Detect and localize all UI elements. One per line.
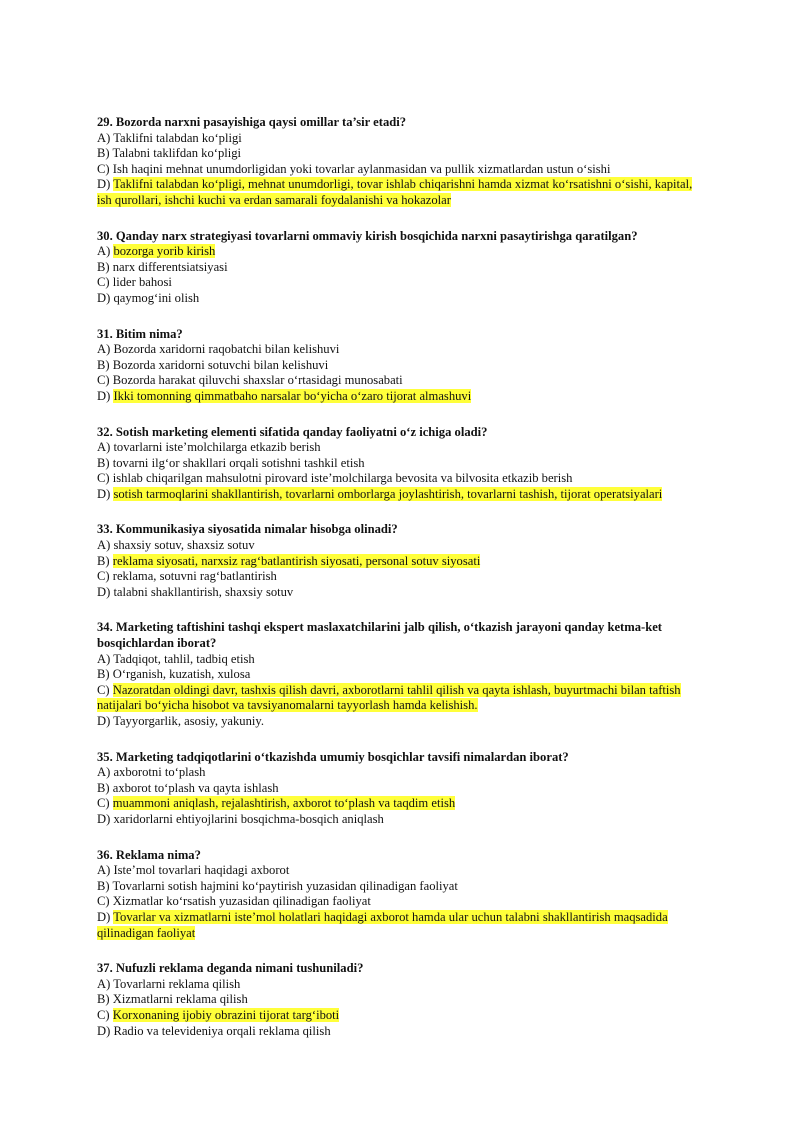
- answer-option: [97, 162, 710, 178]
- option-text: talabni shakllantirish, shaxsiy sotuv: [113, 584, 294, 599]
- option-letter: C): [97, 373, 113, 388]
- question-block: [97, 327, 710, 405]
- option-letter: C): [97, 796, 113, 811]
- option-letter: A): [97, 651, 114, 666]
- option-letter: B): [97, 780, 113, 795]
- option-letter: D): [97, 388, 114, 403]
- answer-option: [97, 471, 710, 487]
- answer-option: [97, 894, 710, 910]
- option-text: Xizmatlarni reklama qilish: [112, 992, 248, 1007]
- answer-option: [97, 244, 710, 260]
- answer-option: [97, 342, 710, 358]
- question-title: 30. Qanday narx strategiyasi tovarlarni ommaviy kirish bosqichida narxni pasaytirishga qaratilgan?: [97, 228, 638, 243]
- option-letter: A): [97, 342, 114, 357]
- option-letter: B): [97, 553, 113, 568]
- option-text: reklama, sotuvni rag‘batlantirish: [112, 569, 277, 584]
- answer-option: [97, 992, 710, 1008]
- option-letter: C): [97, 894, 113, 909]
- option-text: axborotni to‘plash: [113, 765, 206, 780]
- option-text: axborot to‘plash va qayta ishlash: [112, 780, 279, 795]
- question-title: 33. Kommunikasiya siyosatida nimalar hisobga olinadi?: [97, 522, 398, 537]
- answer-option: [97, 977, 710, 993]
- question-title: 32. Sotish marketing elementi sifatida qanday faoliyatni o‘z ichiga oladi?: [97, 424, 488, 439]
- option-letter: C): [97, 682, 113, 697]
- answer-option: [97, 358, 710, 374]
- highlighted-answer-text: muammoni aniqlash, rejalashtirish, axborot to‘plash va taqdim etish: [112, 796, 456, 811]
- answer-option: [97, 796, 710, 812]
- answer-option: [97, 146, 710, 162]
- option-text: Bozorda xaridorni sotuvchi bilan kelishuvi: [112, 357, 329, 372]
- option-letter: D): [97, 714, 114, 728]
- option-letter: D): [97, 909, 114, 924]
- answer-option: [97, 554, 710, 570]
- question-title: 36. Reklama nima?: [97, 847, 201, 862]
- highlighted-answer-text: Korxonaning ijobiy obrazini tijorat targ‘iboti: [112, 1007, 340, 1022]
- option-text: Bozorda xaridorni raqobatchi bilan kelishuvi: [113, 342, 340, 357]
- option-text: Radio va televideniya orqali reklama qilish: [113, 1023, 331, 1038]
- answer-option: [97, 781, 710, 797]
- option-text: Tadqiqot, tahlil, tadbiq etish: [113, 651, 255, 666]
- question-block: [97, 522, 710, 600]
- highlighted-answer-text: sotish tarmoqlarini shakllantirish, tovarlarni omborlarga joylashtirish, tovarlarni tashish, tijorat operatsiyalari: [113, 486, 663, 501]
- option-text: O‘rganish, kuzatish, xulosa: [112, 667, 251, 682]
- question-block: [97, 425, 710, 503]
- option-letter: B): [97, 146, 113, 161]
- question-title: 29. Bozorda narxni pasayishiga qaysi omillar ta’sir etadi?: [97, 115, 407, 129]
- option-letter: C): [97, 161, 113, 176]
- answer-option: [97, 275, 710, 291]
- question-block: [97, 750, 710, 828]
- option-letter: C): [97, 275, 113, 290]
- highlighted-answer-text: Tovarlar va xizmatlarni iste’mol holatlari haqidagi axborot hamda ular uchun talabni shakllantirish maqsadida qilinadigan faoliyat: [97, 909, 668, 940]
- option-letter: B): [97, 667, 113, 682]
- option-letter: D): [97, 177, 114, 192]
- option-letter: B): [97, 878, 113, 893]
- question-block: [97, 229, 710, 307]
- question-block: [97, 620, 710, 729]
- question-title: 31. Bitim nima?: [97, 326, 183, 341]
- option-text: Xizmatlar ko‘rsatish yuzasidan qilinadigan faoliyat: [112, 894, 371, 909]
- option-text: Talabni taklifdan ko‘pligi: [112, 146, 242, 161]
- answer-option: [97, 652, 710, 668]
- option-text: Ish haqini mehnat unumdorligidan yoki tovarlar aylanmasidan va pullik xizmatlardan ustun o‘sishi: [112, 161, 611, 176]
- question-list: [97, 115, 710, 1039]
- option-text: Tayyorgarlik, asosiy, yakuniy.: [113, 714, 265, 728]
- option-letter: D): [97, 584, 114, 599]
- question-block: [97, 115, 710, 209]
- question-block: [97, 848, 710, 942]
- answer-option: [97, 538, 710, 554]
- answer-option: [97, 765, 710, 781]
- highlighted-answer-text: bozorga yorib kirish: [113, 244, 216, 259]
- answer-option: [97, 879, 710, 895]
- option-letter: B): [97, 992, 113, 1007]
- answer-option: [97, 910, 710, 941]
- option-letter: A): [97, 538, 114, 553]
- highlighted-answer-text: Nazoratdan oldingi davr, tashxis qilish davri, axborotlarni tahlil qilish va qayta ishlash, buyurtmachi bilan taftish natijalari bo‘yicha hisobot va tavsiyanomalarni tayyorlash hamda kelishish.: [97, 682, 681, 713]
- answer-option: [97, 487, 710, 503]
- option-text: xaridorlarni ehtiyojlarini bosqichma-bosqich aniqlash: [113, 811, 384, 826]
- option-text: narx differentsiatsiyasi: [112, 259, 228, 274]
- answer-option: [97, 373, 710, 389]
- option-letter: A): [97, 130, 114, 145]
- option-text: Bozorda harakat qiluvchi shaxslar o‘rtasidagi munosabati: [112, 373, 403, 388]
- option-text: Tovarlarni reklama qilish: [113, 976, 241, 991]
- option-letter: B): [97, 259, 113, 274]
- answer-option: [97, 585, 710, 601]
- highlighted-answer-text: reklama siyosati, narxsiz rag‘batlantirish siyosati, personal sotuv siyosati: [112, 553, 481, 568]
- option-letter: C): [97, 569, 113, 584]
- answer-option: [97, 667, 710, 683]
- answer-option: [97, 683, 710, 714]
- answer-option: [97, 177, 710, 208]
- option-text: Iste’mol tovarlari haqidagi axborot: [113, 863, 290, 878]
- answer-option: [97, 131, 710, 147]
- answer-option: [97, 714, 710, 730]
- option-letter: B): [97, 357, 113, 372]
- answer-option: [97, 863, 710, 879]
- option-letter: A): [97, 976, 114, 991]
- option-text: shaxsiy sotuv, shaxsiz sotuv: [113, 538, 255, 553]
- option-text: tovarlarni iste’molchilarga etkazib berish: [113, 440, 321, 455]
- answer-option: [97, 440, 710, 456]
- answer-option: [97, 1008, 710, 1024]
- answer-option: [97, 389, 710, 405]
- option-text: tovarni ilg‘or shakllari orqali sotishni tashkil etish: [112, 455, 365, 470]
- option-text: qaymog‘ini olish: [113, 290, 200, 305]
- option-letter: A): [97, 244, 114, 259]
- option-text: ishlab chiqarilgan mahsulotni pirovard iste’molchilarga bevosita va bilvosita etkazib berish: [112, 471, 573, 486]
- option-letter: D): [97, 290, 114, 305]
- option-text: Tovarlarni sotish hajmini ko‘paytirish yuzasidan qilinadigan faoliyat: [112, 878, 458, 893]
- option-letter: A): [97, 440, 114, 455]
- option-letter: D): [97, 811, 114, 826]
- option-text: lider bahosi: [112, 275, 172, 290]
- answer-option: [97, 1024, 710, 1040]
- answer-option: [97, 456, 710, 472]
- option-text: Taklifni talabdan ko‘pligi: [113, 130, 242, 145]
- option-letter: D): [97, 486, 114, 501]
- question-title: 35. Marketing tadqiqotlarini o‘tkazishda umumiy bosqichlar tavsifi nimalardan iborat?: [97, 749, 569, 764]
- answer-option: [97, 291, 710, 307]
- question-block: [97, 961, 710, 1039]
- option-letter: C): [97, 471, 113, 486]
- highlighted-answer-text: Ikki tomonning qimmatbaho narsalar bo‘yicha o‘zaro tijorat almashuvi: [113, 388, 472, 403]
- answer-option: [97, 260, 710, 276]
- answer-option: [97, 569, 710, 585]
- option-letter: D): [97, 1023, 114, 1038]
- option-letter: A): [97, 765, 114, 780]
- option-letter: A): [97, 863, 114, 878]
- option-letter: C): [97, 1007, 113, 1022]
- question-title: 34. Marketing taftishini tashqi ekspert maslaxatchilarini jalb qilish, o‘tkazish jarayoni qanday ketma-ket bosqichlardan iborat?: [97, 620, 663, 651]
- question-title: 37. Nufuzli reklama deganda nimani tushuniladi?: [97, 961, 364, 976]
- option-letter: B): [97, 455, 113, 470]
- highlighted-answer-text: Taklifni talabdan ko‘pligi, mehnat unumdorligi, tovar ishlab chiqarishni hamda xizmat ko‘rsatishni o‘sishi, kapital, ish qurollari, ishchi kuchi va erdan samarali foydalanishi va hokazolar: [97, 177, 693, 207]
- answer-option: [97, 812, 710, 828]
